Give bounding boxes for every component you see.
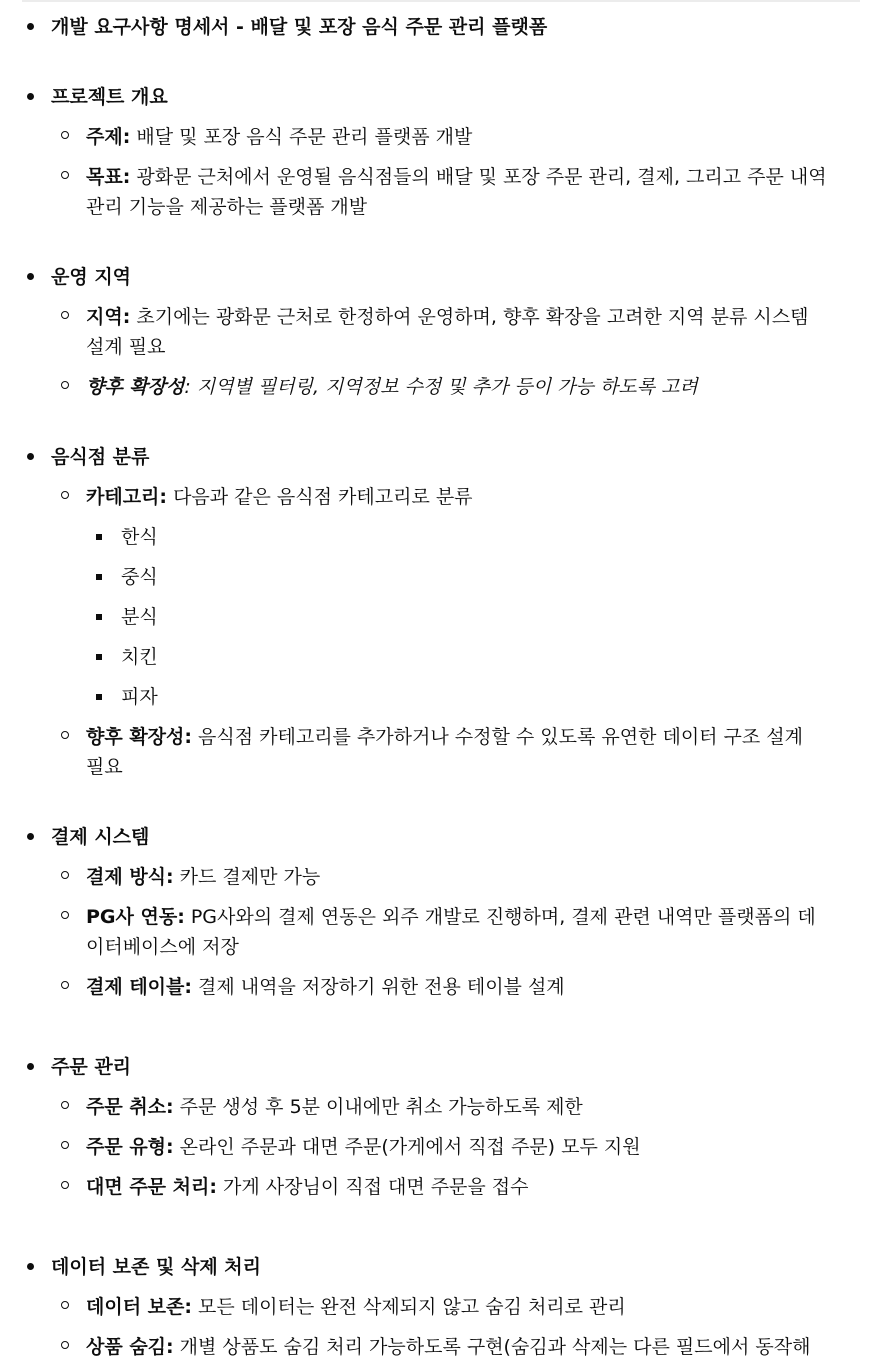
list-item	[86, 372, 698, 402]
item-label: 결제 테이블	[86, 976, 185, 998]
section-heading: 결제 시스템	[51, 826, 150, 848]
bullet-circle	[61, 871, 69, 879]
bullet-circle	[61, 1301, 69, 1309]
item-text-continued: 필요	[86, 756, 123, 778]
bullet-circle	[61, 1101, 69, 1109]
item-sep: :	[166, 1096, 174, 1118]
bullet-disc	[27, 93, 34, 100]
section-heading: 주문 관리	[51, 1056, 132, 1078]
item-label: 주문 취소	[86, 1096, 167, 1118]
item-label: 주제	[86, 126, 123, 148]
bullet-circle	[61, 381, 69, 389]
item-sep: :	[209, 1176, 217, 1198]
list-item	[86, 122, 472, 152]
item-sep: :	[184, 726, 192, 748]
list-item	[86, 1172, 529, 1202]
item-text: 초기에는 광화문 근처로 한정하여 운영하며, 향후 확장을 고려한 지역 분류 시스템	[130, 306, 809, 328]
item-sep: :	[184, 1296, 192, 1318]
bullet-disc	[27, 833, 34, 840]
item-sep: :	[166, 1136, 174, 1158]
category-item: 치킨	[121, 646, 158, 668]
item-text: 개별 상품도 숨김 처리 가능하도록 구현(숨김과 삭제는 다른 필드에서 동작해	[173, 1336, 811, 1358]
item-text: 주문 생성 후 5분 이내에만 취소 가능하도록 제한	[173, 1096, 583, 1118]
item-label: PG사 연동	[86, 906, 178, 928]
bullet-circle	[61, 1141, 69, 1149]
item-sep: :	[122, 306, 131, 328]
bullet-disc	[27, 453, 34, 460]
item-label: 향후 확장성	[86, 726, 185, 748]
bullet-square	[96, 694, 102, 700]
item-text: PG사와의 결제 연동은 외주 개발로 진행하며, 결제 관련 내역만 플랫폼의 데	[184, 906, 816, 928]
item-label: 향후 확장성	[86, 376, 185, 398]
category-item: 분식	[121, 606, 158, 628]
bullet-circle	[61, 911, 69, 919]
section-heading: 데이터 보존 및 삭제 처리	[51, 1256, 261, 1278]
bullet-circle	[61, 171, 69, 179]
list-item	[86, 972, 565, 1002]
list-item	[86, 1092, 583, 1122]
item-text: 온라인 주문과 대면 주문(가게에서 직접 주문) 모두 지원	[173, 1136, 641, 1158]
item-text: 결제 내역을 저장하기 위한 전용 테이블 설계	[192, 976, 565, 998]
bullet-square	[96, 534, 102, 540]
bullet-disc	[27, 23, 34, 30]
item-sep: :	[166, 1336, 174, 1358]
bullet-square	[96, 614, 102, 620]
item-sep: :	[177, 906, 185, 928]
category-item: 한식	[121, 526, 158, 548]
bullet-circle	[61, 1181, 69, 1189]
bullet-disc	[27, 1263, 34, 1270]
item-text-continued: 설계 필요	[86, 336, 166, 358]
list-item	[86, 722, 803, 752]
list-item	[86, 1292, 626, 1322]
category-item: 피자	[121, 686, 158, 708]
item-label: 카테고리	[86, 486, 160, 508]
bullet-circle	[61, 1341, 69, 1349]
bullet-square	[96, 574, 102, 580]
item-sep: :	[184, 976, 192, 998]
item-text: 음식점 카테고리를 추가하거나 수정할 수 있도록 유연한 데이터 구조 설계	[192, 726, 804, 748]
list-item	[86, 302, 809, 332]
item-sep: :	[122, 166, 131, 188]
item-sep: :	[184, 376, 191, 398]
list-item	[86, 1132, 641, 1162]
item-label: 데이터 보존	[86, 1296, 185, 1318]
section-heading: 운영 지역	[51, 266, 132, 288]
bullet-disc	[27, 1063, 34, 1070]
item-label: 대면 주문 처리	[86, 1176, 210, 1198]
item-text: 배달 및 포장 음식 주문 관리 플랫폼 개발	[130, 126, 473, 148]
bullet-circle	[61, 311, 69, 319]
item-text: 다음과 같은 음식점 카테고리로 분류	[167, 486, 473, 508]
document-title: 개발 요구사항 명세서 - 배달 및 포장 음식 주문 관리 플랫폼	[51, 16, 548, 38]
item-text: 모든 데이터는 완전 삭제되지 않고 숨김 처리로 관리	[192, 1296, 626, 1318]
item-sep: :	[166, 866, 174, 888]
item-text: 광화문 근처에서 운영될 음식점들의 배달 및 포장 주문 관리, 결제, 그리고 주문 내역	[130, 166, 827, 188]
item-text-continued: 관리 기능을 제공하는 플랫폼 개발	[86, 196, 368, 218]
item-label: 결제 방식	[86, 866, 167, 888]
bullet-circle	[61, 491, 69, 499]
bullet-square	[96, 654, 102, 660]
bullet-circle	[61, 981, 69, 989]
bullet-circle	[61, 731, 69, 739]
list-item	[86, 162, 827, 192]
list-item	[86, 862, 320, 892]
item-label: 지역	[86, 306, 123, 328]
category-item: 중식	[121, 566, 158, 588]
item-text-continued: 이터베이스에 저장	[86, 936, 239, 958]
item-sep: :	[159, 486, 168, 508]
bullet-circle	[61, 131, 69, 139]
item-text: 카드 결제만 가능	[173, 866, 321, 888]
top-divider	[22, 0, 860, 2]
list-item	[86, 902, 816, 932]
item-text: 지역별 필터링, 지역정보 수정 및 추가 등이 가능 하도록 고려	[190, 376, 698, 398]
section-heading: 프로젝트 개요	[51, 86, 168, 108]
list-item	[86, 482, 473, 512]
bullet-disc	[27, 273, 34, 280]
section-heading: 음식점 분류	[51, 446, 150, 468]
item-label: 주문 유형	[86, 1136, 167, 1158]
item-label: 상품 숨김	[86, 1336, 167, 1358]
list-item	[86, 1332, 810, 1362]
item-label: 목표	[86, 166, 123, 188]
item-text: 가게 사장님이 직접 대면 주문을 접수	[216, 1176, 529, 1198]
item-sep: :	[122, 126, 131, 148]
